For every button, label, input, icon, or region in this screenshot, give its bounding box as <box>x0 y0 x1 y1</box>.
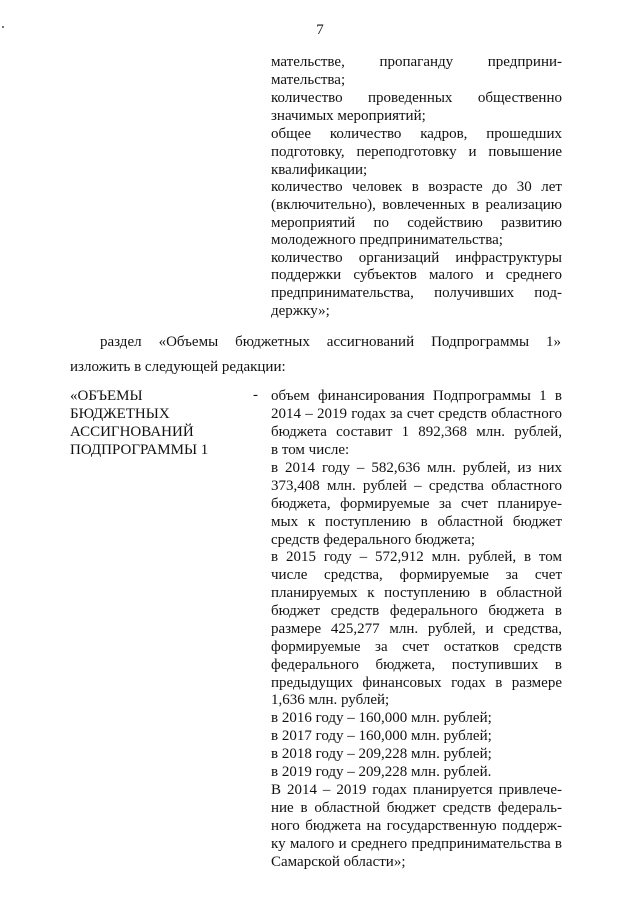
body-line: формируемые за счет остатков средств <box>271 639 562 655</box>
top-list-line: держку»; <box>271 303 330 319</box>
body-line: числе средства, формируемые за счет <box>271 567 562 583</box>
body-line: 2014 – 2019 годах за счет средств областного <box>271 406 562 422</box>
top-list-line: поддержки субъектов малого и среднего <box>271 267 562 283</box>
top-list-line: (включительно), вовлеченных в реализацию <box>271 197 562 213</box>
body-line: в том числе: <box>271 442 350 458</box>
body-line: в 2014 году – 582,636 млн. рублей, из них <box>271 460 562 476</box>
body-line: размере 425,277 млн. рублей, и средства, <box>271 621 562 637</box>
body-line: федерального бюджета, поступивших в <box>271 657 562 673</box>
top-list-line: квалификации; <box>271 162 368 178</box>
body-line: в 2015 году – 572,912 млн. рублей, в том <box>271 549 562 565</box>
top-list-line: предпринимательства, получивших под- <box>271 285 562 301</box>
heading-line: ПОДПРОГРАММЫ 1 <box>70 442 209 458</box>
body-line: в 2018 году – 209,228 млн. рублей; <box>271 746 492 762</box>
top-list-line: мательстве, пропаганду предприни- <box>271 54 562 70</box>
body-line: бюджет средств федерального бюджета в <box>271 603 562 619</box>
top-list-line: количество проведенных общественно <box>271 90 562 106</box>
body-line: предыдущих финансовых годах в размере <box>271 675 562 691</box>
body-line: ного бюджета на государственную поддерж- <box>271 818 562 834</box>
body-line: Самарской области»; <box>271 854 406 870</box>
top-list-line: мательства; <box>271 72 346 88</box>
top-list-line: общее количество кадров, прошедших <box>271 126 562 142</box>
top-list-line: мероприятий по содействию развитию <box>271 215 562 231</box>
body-line: 1,636 млн. рублей; <box>271 692 390 708</box>
top-list-line: значимых мероприятий; <box>271 108 426 124</box>
body-line: планируемых к поступлению в областной <box>271 585 562 601</box>
body-line: бюджета составит 1 892,368 млн. рублей, <box>271 424 562 440</box>
heading-line: АССИГНОВАНИЙ <box>70 424 194 440</box>
separator-dash: - <box>253 387 258 403</box>
heading-line: «ОБЪЕМЫ <box>70 388 143 404</box>
heading-line: БЮДЖЕТНЫХ <box>70 406 170 422</box>
body-line: бюджета, формируемые за счет планируе- <box>271 496 562 512</box>
body-line: мых к поступлению в областной бюджет <box>271 514 562 530</box>
body-line: В 2014 – 2019 годах планируется привлече- <box>271 782 562 798</box>
section-title-line: раздел «Объемы бюджетных ассигнований Подпрограммы 1» <box>100 334 561 350</box>
body-line: ние в областной бюджет средств федераль- <box>271 800 562 816</box>
top-list-line: количество организаций инфраструктуры <box>271 250 562 266</box>
body-line: объем финансирования Подпрограммы 1 в <box>271 388 562 404</box>
body-line: 373,408 млн. рублей – средства областного <box>271 478 562 494</box>
section-title-line: изложить в следующей редакции: <box>70 359 286 375</box>
body-line: средств федерального бюджета; <box>271 532 476 548</box>
page-number: 7 <box>316 22 324 38</box>
body-line: ку малого и среднего предпринимательства в <box>271 836 562 852</box>
body-line: в 2017 году – 160,000 млн. рублей; <box>271 728 492 744</box>
top-list-line: молодежного предпринимательства; <box>271 232 503 248</box>
body-line: в 2019 году – 209,228 млн. рублей. <box>271 764 492 780</box>
top-list-line: подготовку, переподготовку и повышение <box>271 144 562 160</box>
top-list-line: количество человек в возрасте до 30 лет <box>271 179 562 195</box>
body-line: в 2016 году – 160,000 млн. рублей; <box>271 710 492 726</box>
